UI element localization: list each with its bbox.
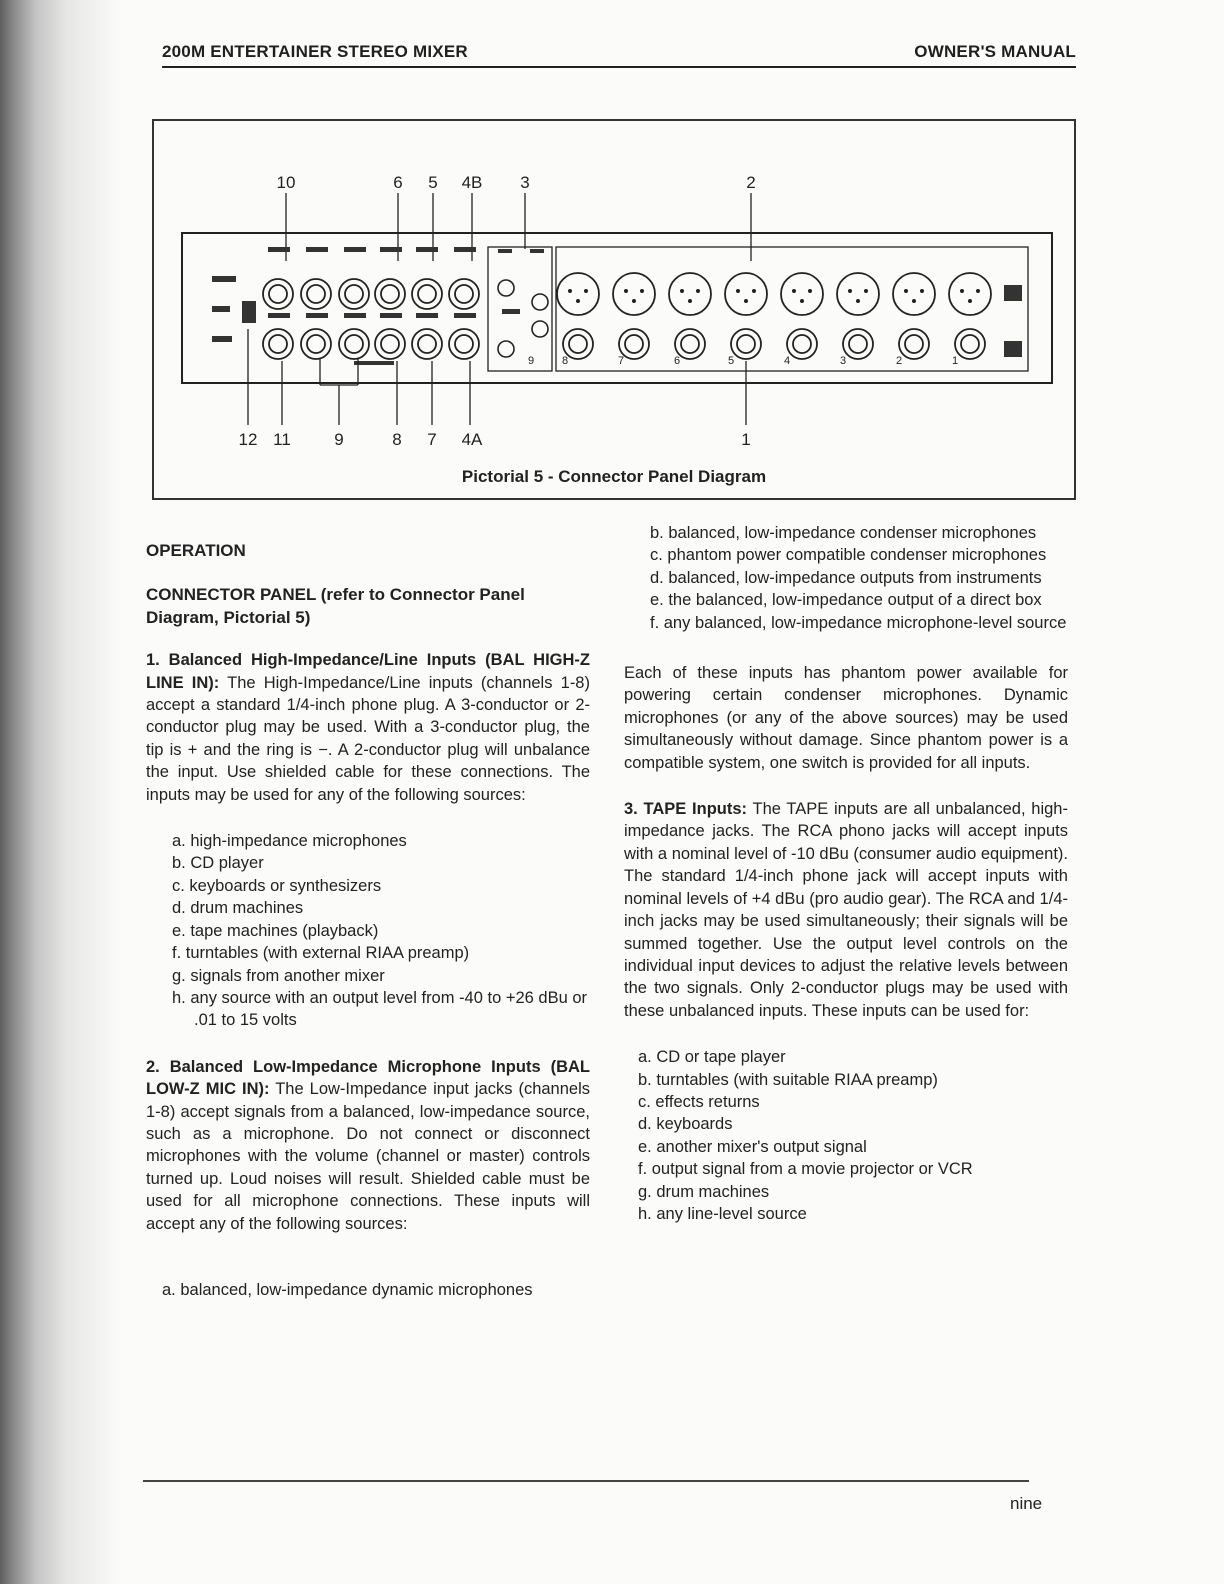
list-item: d. keyboards bbox=[638, 1115, 733, 1134]
list-item: c. effects returns bbox=[638, 1092, 760, 1111]
callout-11: 11 bbox=[273, 430, 291, 449]
subtitle-reference: (refer to Connector Panel Diagram, Pictorial 5) bbox=[146, 585, 525, 627]
figure-caption: Pictorial 5 - Connector Panel Diagram bbox=[461, 467, 767, 486]
callout-5: 5 bbox=[428, 173, 438, 192]
connector-panel-diagram bbox=[154, 121, 1074, 498]
item-2-paragraph bbox=[146, 1056, 590, 1235]
right-column bbox=[624, 522, 1068, 1225]
channel-label-7: 7 bbox=[618, 355, 625, 367]
item-3-paragraph bbox=[624, 798, 1068, 1022]
callout-1: 1 bbox=[741, 430, 751, 449]
connector-panel-subtitle bbox=[146, 584, 590, 629]
section-title: OPERATION bbox=[146, 541, 246, 560]
item-1-body: The High-Impedance/Line inputs (channels 1-8) accept a standard 1/4-inch phone plug. A 3-conductor or 2-conductor plug may be used. With a 3-conductor plug, the tip is + and the ring is −. A 2-conductor plug will unbalance the input. Use shielded cable for these connections. The inputs may be used for any of the following sources: bbox=[146, 673, 590, 804]
item-2-lead: 2. Balanced Low-Impedance Microphone Inputs (BAL LOW-Z MIC IN): bbox=[146, 1057, 590, 1099]
list-item: c. keyboards or synthesizers bbox=[172, 876, 382, 895]
channel-label-6: 6 bbox=[674, 355, 681, 367]
list-2-start bbox=[162, 1279, 590, 1301]
page-number: nine bbox=[1010, 1494, 1043, 1513]
phantom-power-paragraph: Each of these inputs has phantom power available for powering certain condenser microphones. Dynamic microphones (or any of the above sources) may be used simultaneously without damage. Since phantom power is a compatible system, one switch is provided for all inputs. bbox=[624, 664, 1068, 772]
item-1-lead: 1. Balanced High-Impedance/Line Inputs (BAL HIGH-Z LINE IN): bbox=[146, 651, 590, 692]
list-item: a. balanced, low-impedance dynamic microphones bbox=[162, 1280, 533, 1299]
list-item: e. another mixer's output signal bbox=[638, 1137, 867, 1156]
bottom-leader-lines bbox=[248, 329, 746, 425]
list-item: b. turntables (with suitable RIAA preamp) bbox=[638, 1070, 938, 1089]
item-1-paragraph bbox=[146, 649, 590, 806]
item-3-lead: 3. TAPE Inputs: bbox=[624, 800, 748, 819]
item-3-body: The TAPE inputs are all unbalanced, high-impedance jacks. The RCA phono jacks will accept inputs with a nominal level of -10 dBu (consumer audio equipment). The standard 1/4-inch phone jack will accept inputs with nominal levels of +4 dBu (pro audio gear). The RCA and 1/4-inch jacks may be used simultaneously; their signals will be summed together. Use the output level controls on the individual input devices to adjust the relative levels between the two signals. Only 2-conductor plugs may be used with these unbalanced inputs. These inputs can be used for: bbox=[624, 800, 1068, 1020]
callout-8: 8 bbox=[392, 430, 402, 449]
footer-rule bbox=[143, 1480, 1029, 1482]
channel-label-9: 9 bbox=[528, 355, 535, 367]
list-item: b. CD player bbox=[172, 854, 264, 873]
callout-3: 3 bbox=[520, 173, 530, 192]
item-2-body: The Low-Impedance input jacks (channels 1-8) accept signals from a balanced, low-impedance source, such as a microphone. Do not connect or disconnect microphones with the volume (channel or master) controls turned up. Loud noises will result. Shielded cable must be used for all microphone connections. These inputs will accept any of the following sources: bbox=[146, 1080, 591, 1233]
channel-label-8: 8 bbox=[562, 355, 569, 367]
running-header bbox=[162, 40, 1076, 68]
subtitle-bold: CONNECTOR PANEL bbox=[146, 585, 317, 605]
callout-9: 9 bbox=[334, 430, 344, 449]
callout-10: 10 bbox=[276, 173, 296, 192]
channel-label-4: 4 bbox=[784, 355, 791, 367]
list-1 bbox=[172, 830, 590, 1032]
list-item: d. balanced, low-impedance outputs from instruments bbox=[650, 568, 1042, 587]
channel-number-labels bbox=[528, 355, 958, 367]
list-item: e. tape machines (playback) bbox=[172, 921, 379, 940]
list-3 bbox=[638, 1046, 1068, 1225]
list-item: f. turntables (with external RIAA preamp) bbox=[172, 944, 470, 963]
list-item: a. CD or tape player bbox=[638, 1048, 786, 1067]
list-item: b. balanced, low-impedance condenser microphones bbox=[650, 524, 1037, 542]
header-title: 200M ENTERTAINER STEREO MIXER bbox=[162, 42, 468, 61]
channel-label-3: 3 bbox=[840, 355, 847, 367]
callout-4b: 4B bbox=[461, 173, 483, 192]
list-item: g. signals from another mixer bbox=[172, 966, 385, 985]
tape-jacks bbox=[498, 280, 548, 357]
list-item: h. any line-level source bbox=[638, 1204, 807, 1223]
list-2-continued bbox=[650, 522, 1068, 634]
callout-4a: 4A bbox=[461, 430, 483, 449]
list-item: c. phantom power compatible condenser microphones bbox=[650, 546, 1047, 565]
callout-6: 6 bbox=[393, 173, 403, 192]
header-manual-label: OWNER'S MANUAL bbox=[914, 42, 1076, 61]
channel-input-jacks bbox=[557, 273, 991, 359]
output-jacks-bottom bbox=[263, 329, 479, 359]
output-jacks-top bbox=[263, 279, 479, 309]
list-item: f. any balanced, low-impedance microphone-level source bbox=[650, 613, 1067, 632]
callout-12: 12 bbox=[238, 430, 258, 449]
list-item: g. drum machines bbox=[638, 1182, 770, 1201]
list-item: h. any source with an output level from -40 to +26 dBu or .01 to 15 volts bbox=[172, 988, 588, 1030]
list-item: e. the balanced, low-impedance output of a direct box bbox=[650, 591, 1042, 610]
list-item: a. high-impedance microphones bbox=[172, 832, 407, 851]
callout-7: 7 bbox=[427, 430, 437, 449]
left-column bbox=[146, 540, 590, 1301]
connector-panel-figure bbox=[152, 119, 1076, 500]
callout-2: 2 bbox=[746, 173, 756, 192]
list-item: f. output signal from a movie projector or VCR bbox=[638, 1160, 973, 1179]
channel-label-2: 2 bbox=[896, 355, 903, 367]
list-item: d. drum machines bbox=[172, 899, 304, 918]
channel-label-5: 5 bbox=[728, 355, 735, 367]
xlr-pins bbox=[568, 289, 980, 303]
binding-shadow bbox=[0, 0, 120, 1584]
channel-label-1: 1 bbox=[952, 355, 959, 367]
